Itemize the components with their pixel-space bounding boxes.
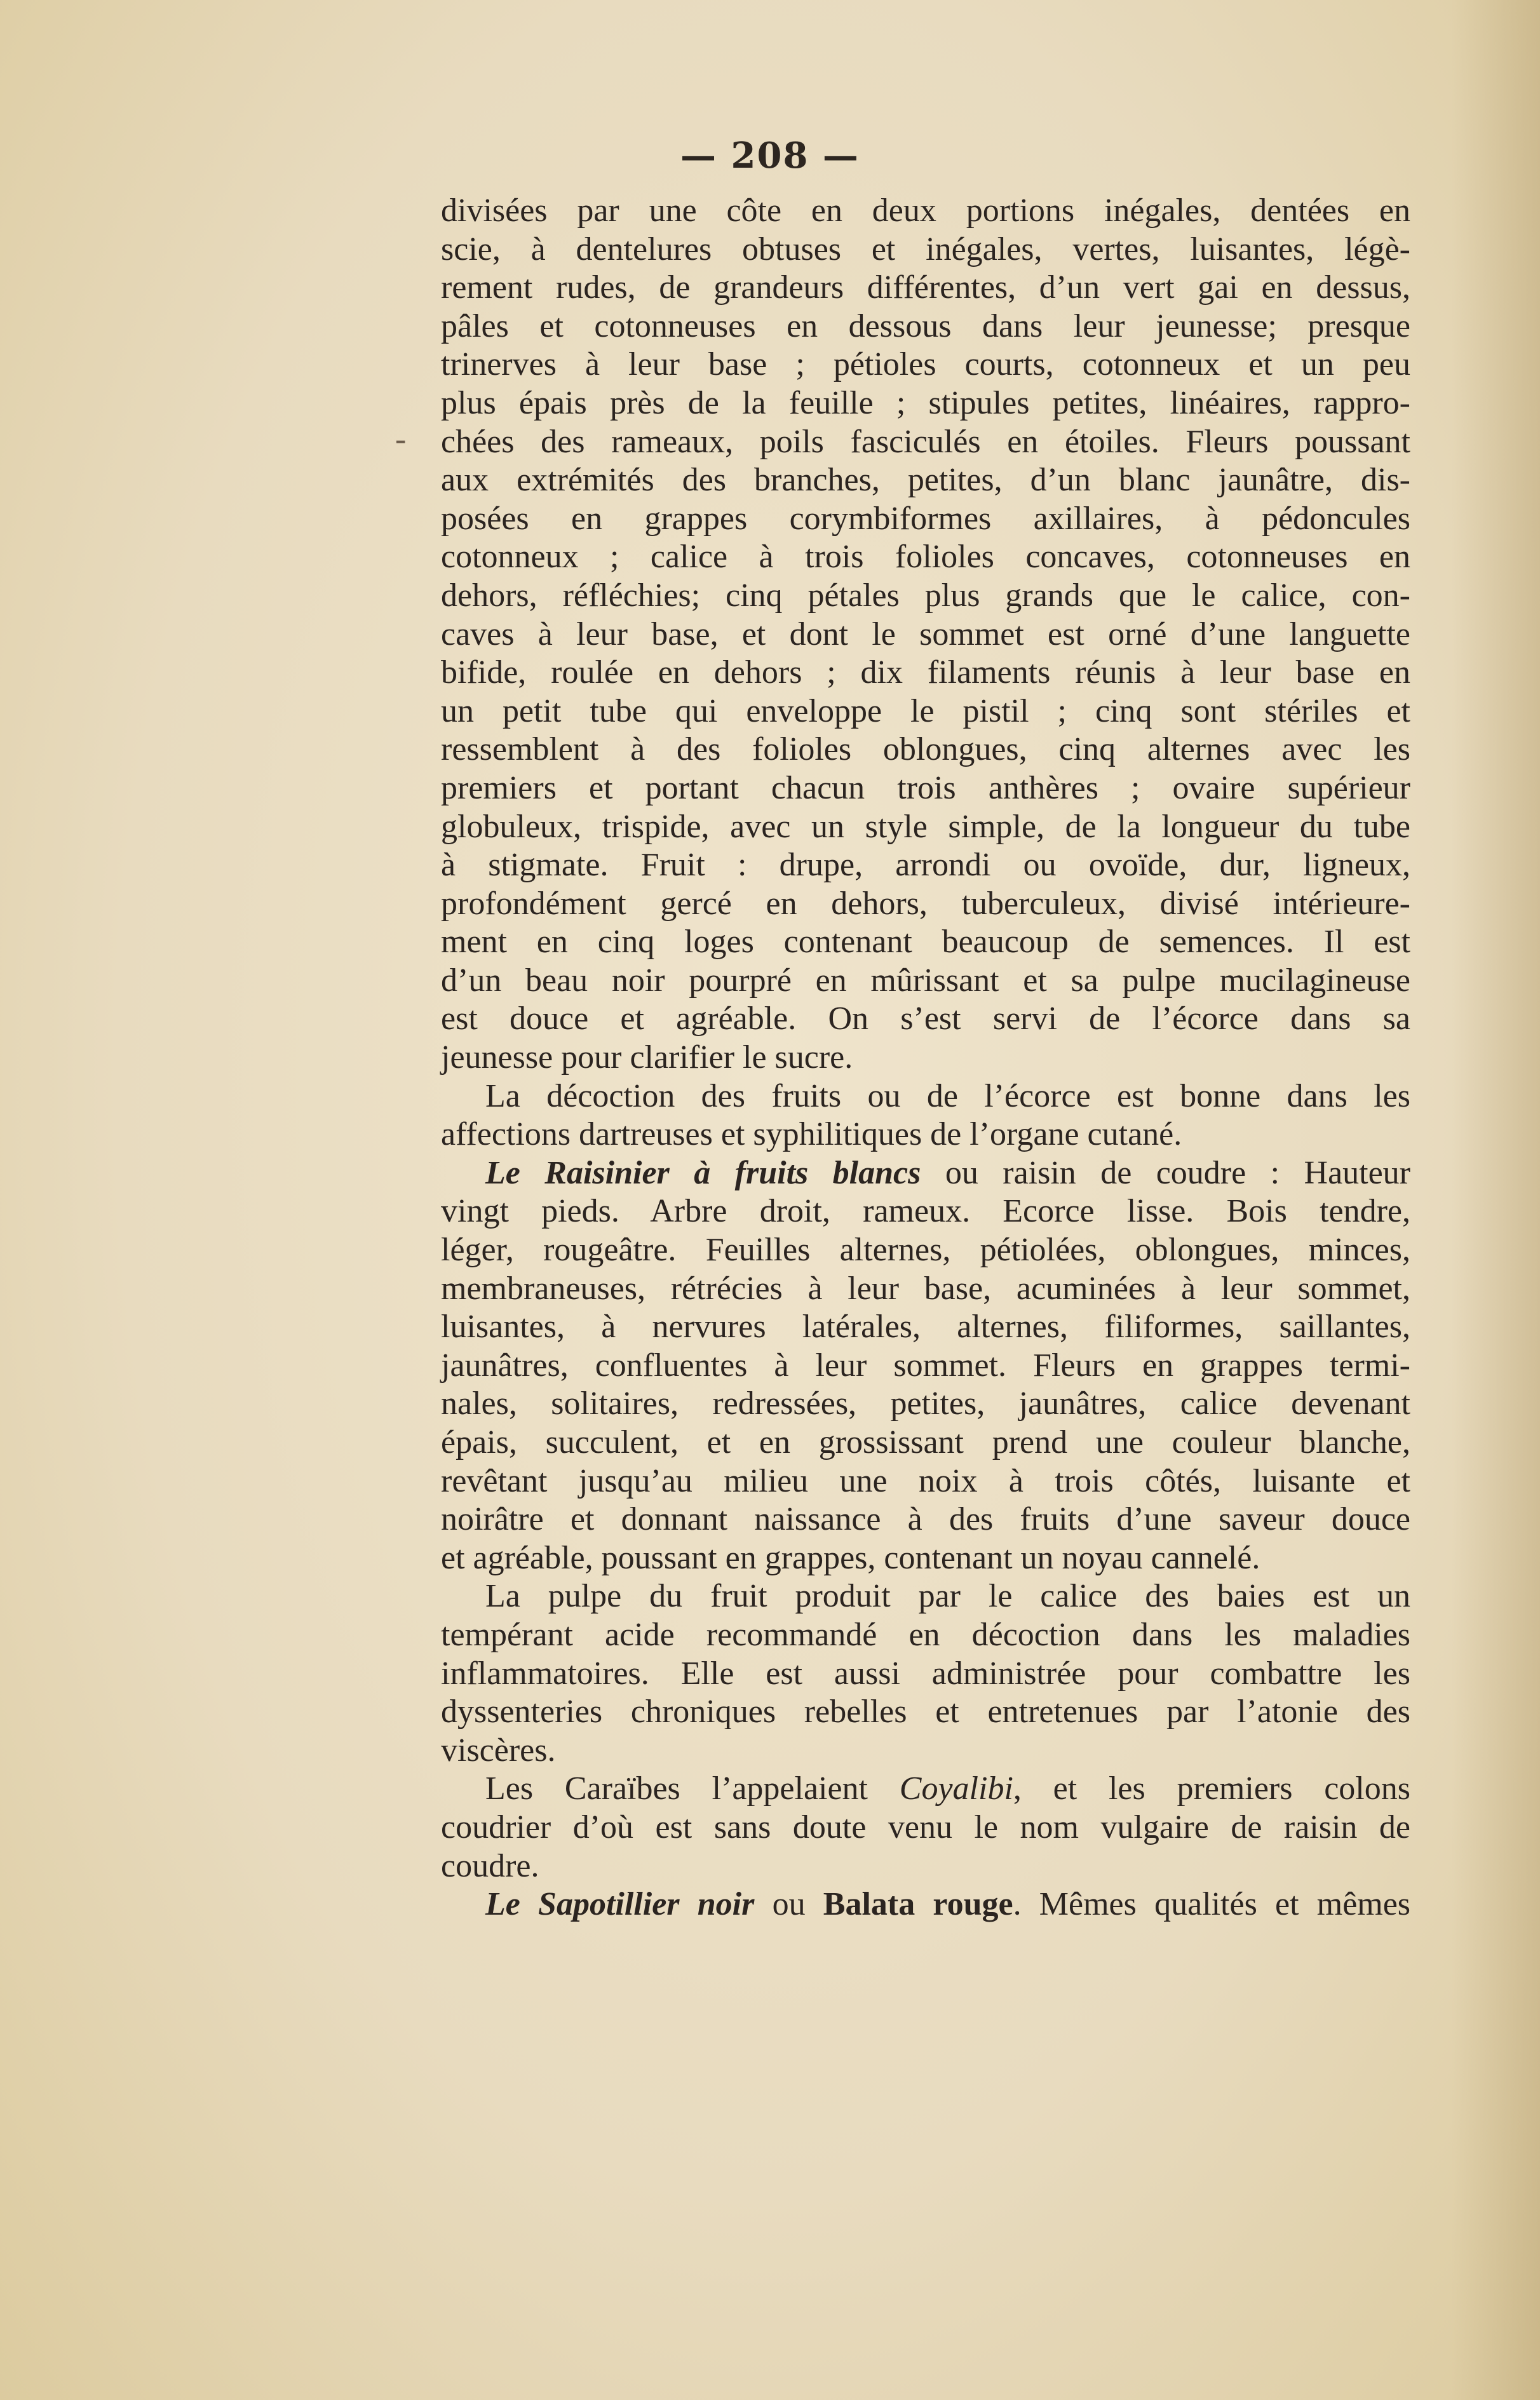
text-line: revêtant jusqu’au milieu une noix à trois côtés, luisante et — [441, 1462, 1410, 1499]
text-line: dehors, réfléchies; cinq pétales plus grands que le calice, con- — [441, 577, 1410, 614]
text-line: plus épais près de la feuille ; stipules petites, linéaires, rappro- — [441, 384, 1410, 421]
text-line: un petit tube qui enveloppe le pistil ; cinq sont stériles et — [441, 692, 1410, 729]
page-number: — 208 — — [680, 135, 860, 177]
page-edge-shadow — [1451, 0, 1540, 2400]
text-line: caves à leur base, et dont le sommet est orné d’une languette — [441, 616, 1410, 652]
text-line: d’un beau noir pourpré en mûrissant et sa pulpe mucilagineuse — [441, 962, 1410, 999]
text-line: trinerves à leur base ; pétioles courts, cotonneux et un peu — [441, 346, 1410, 383]
text-line: à stigmate. Fruit : drupe, arrondi ou ovoïde, dur, ligneux, — [441, 847, 1410, 884]
text-line: coudrier d’où est sans doute venu le nom vulgaire de raisin de — [441, 1809, 1410, 1845]
text-line: scie, à dentelures obtuses et inégales, vertes, luisantes, légè- — [441, 231, 1410, 267]
text-line: pâles et cotonneuses en dessous dans leur jeunesse; presque — [441, 307, 1410, 344]
text-line: ment en cinq loges contenant beaucoup de semences. Il est — [441, 924, 1410, 961]
text-line: tempérant acide recommandé en décoction dans les maladies — [441, 1616, 1410, 1653]
line-text: ou raisin de coudre : Hauteur — [945, 1154, 1410, 1191]
species-name: Le Raisinier à fruits blancs — [485, 1154, 921, 1191]
text-line: La pulpe du fruit produit par le calice des baies est un — [485, 1578, 1410, 1615]
line-text: , et les premiers colons — [1013, 1770, 1410, 1807]
text-line: globuleux, trispide, avec un style simple, de la longueur du tube — [441, 808, 1410, 845]
text-line: inflammatoires. Elle est aussi administrée pour combattre les — [441, 1655, 1410, 1692]
text-line: bifide, roulée en dehors ; dix filaments réunis à leur base en — [441, 654, 1410, 691]
text-line: coudre. — [441, 1847, 539, 1884]
species-name: Le Sapotillier noir — [485, 1886, 755, 1923]
species-name: Coyalibi — [899, 1770, 1013, 1807]
text-line: nales, solitaires, redressées, petites, jaunâtres, calice devenant — [441, 1385, 1410, 1422]
stray-mark: - — [395, 421, 407, 457]
line-text: ou — [772, 1886, 806, 1923]
text-line: chées des rameaux, poils fasciculés en étoiles. Fleurs poussant — [441, 423, 1410, 460]
text-line: jeunesse pour clarifier le sucre. — [441, 1039, 853, 1076]
text-line — [441, 1885, 1410, 1924]
line-text: Les Caraïbes l’appelaient — [485, 1770, 868, 1807]
text-line: jaunâtres, confluentes à leur sommet. Fleurs en grappes termi- — [441, 1347, 1410, 1384]
text-line: luisantes, à nervures latérales, alternes, filiformes, saillantes, — [441, 1309, 1410, 1345]
text-line: et agréable, poussant en grappes, contenant un noyau cannelé. — [441, 1539, 1260, 1576]
text-line — [441, 1154, 1410, 1193]
text-line: La décoction des fruits ou de l’écorce est bonne dans les — [485, 1077, 1410, 1114]
text-line: vingt pieds. Arbre droit, rameux. Ecorce lisse. Bois tendre, — [441, 1193, 1410, 1230]
text-line: viscères. — [441, 1732, 556, 1769]
species-name: Balata rouge — [823, 1886, 1013, 1923]
line-text: . Mêmes qualités et mêmes — [1013, 1886, 1411, 1923]
text-line — [441, 1770, 1410, 1809]
text-line: épais, succulent, et en grossissant prend une couleur blanche, — [441, 1424, 1410, 1460]
text-line: cotonneux ; calice à trois folioles concaves, cotonneuses en — [441, 539, 1410, 576]
text-line: rement rudes, de grandeurs différentes, d’un vert gai en dessus, — [441, 269, 1410, 306]
text-line: ressemblent à des folioles oblongues, cinq alternes avec les — [441, 731, 1410, 768]
body-text — [441, 192, 1410, 1924]
text-line: est douce et agréable. On s’est servi de l’écorce dans sa — [441, 1001, 1410, 1037]
text-line: profondément gercé en dehors, tuberculeux, divisé intérieure- — [441, 885, 1410, 922]
text-line: divisées par une côte en deux portions inégales, dentées en — [441, 192, 1410, 229]
text-line: léger, rougeâtre. Feuilles alternes, pétiolées, oblongues, minces, — [441, 1232, 1410, 1269]
text-line: affections dartreuses et syphilitiques de l’organe cutané. — [441, 1116, 1182, 1153]
text-line: membraneuses, rétrécies à leur base, acuminées à leur sommet, — [441, 1270, 1410, 1307]
text-line: aux extrémités des branches, petites, d’un blanc jaunâtre, dis- — [441, 462, 1410, 499]
text-line: premiers et portant chacun trois anthères ; ovaire supérieur — [441, 769, 1410, 806]
text-line: dyssenteries chroniques rebelles et entretenues par l’atonie des — [441, 1694, 1410, 1730]
text-line: noirâtre et donnant naissance à des fruits d’une saveur douce — [441, 1501, 1410, 1538]
text-line: posées en grappes corymbiformes axillaires, à pédoncules — [441, 500, 1410, 537]
